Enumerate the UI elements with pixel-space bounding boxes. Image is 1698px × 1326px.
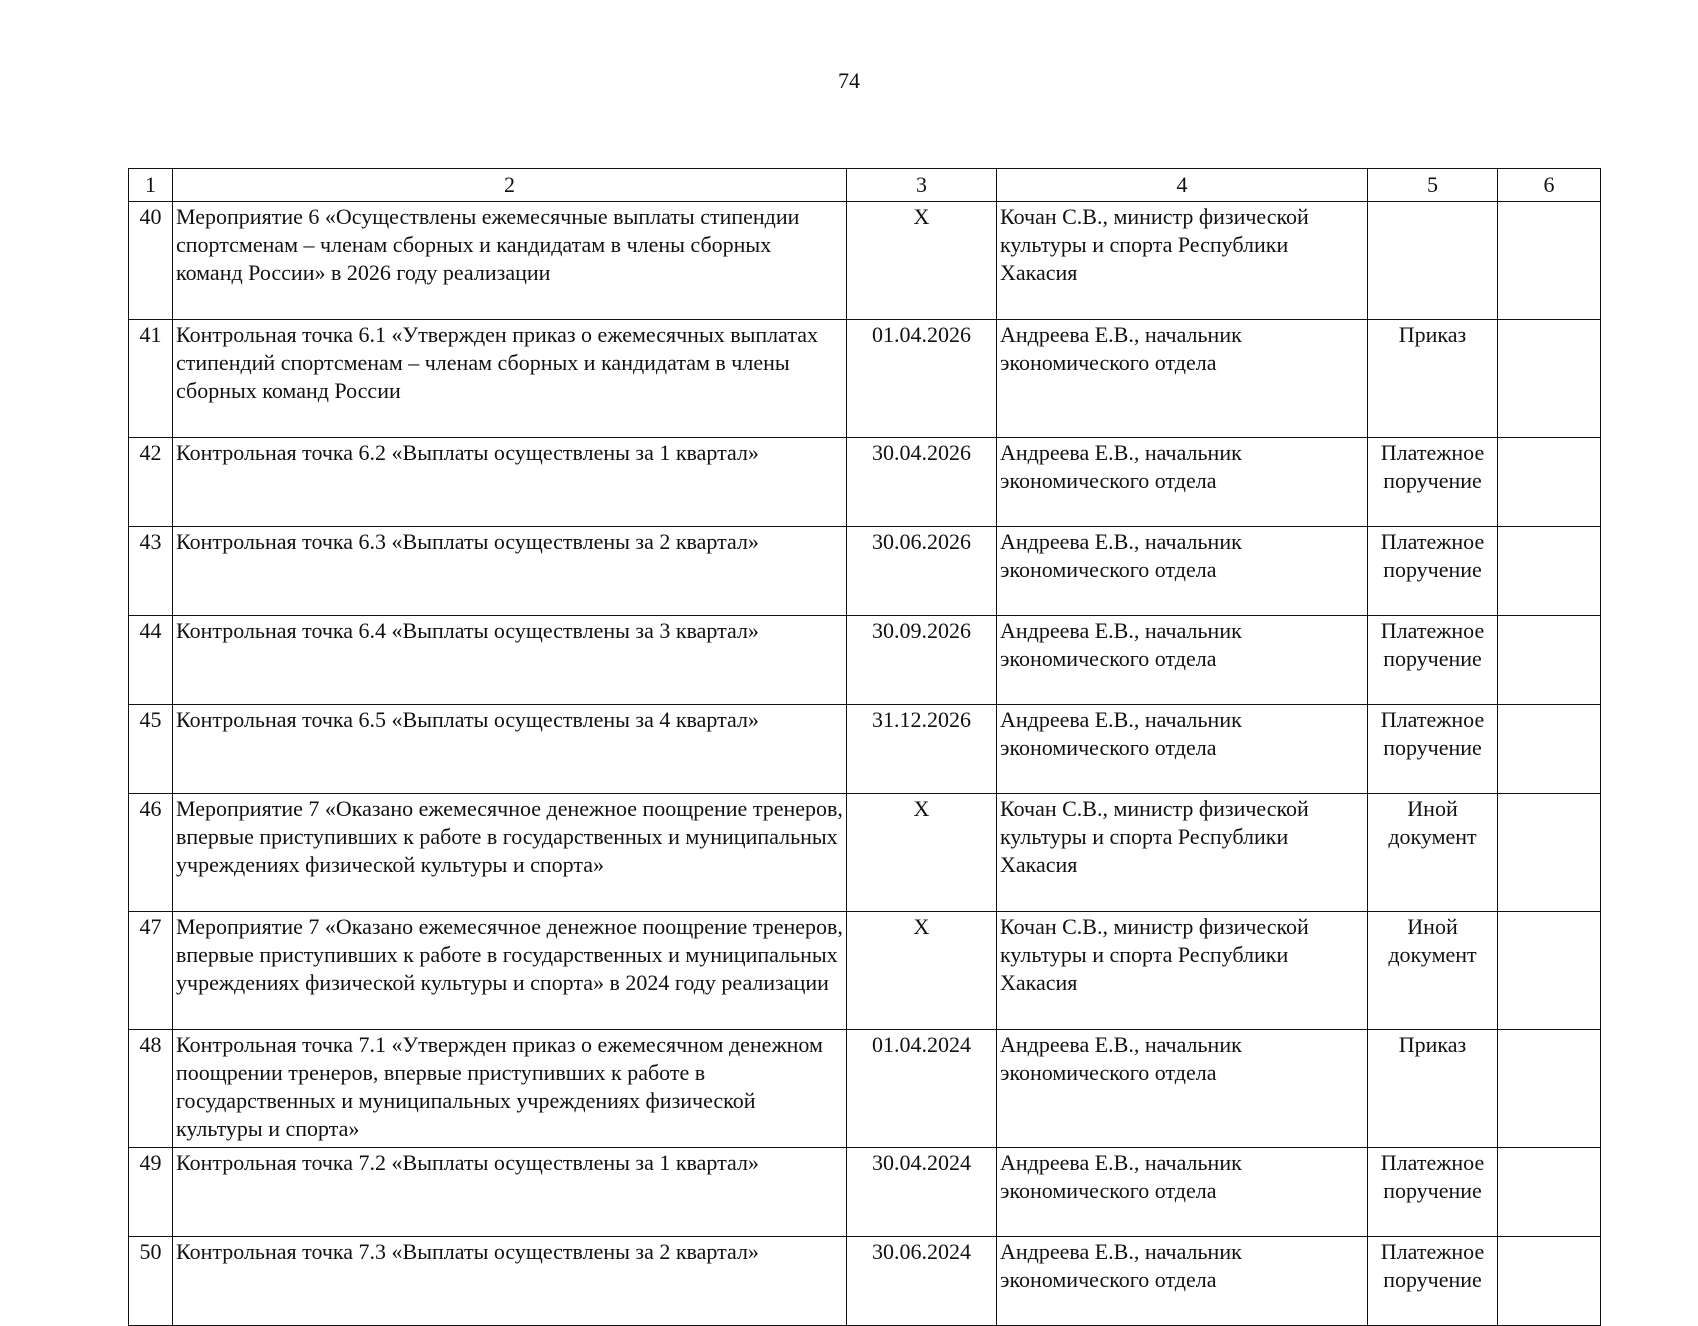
row-responsible: Кочан С.В., министр физической культуры и спорта Республики Хакасия	[997, 202, 1368, 320]
table-row	[129, 1030, 1601, 1148]
row-name: Контрольная точка 6.3 «Выплаты осуществлены за 2 квартал»	[173, 527, 847, 616]
row-col6	[1498, 1237, 1601, 1326]
row-responsible: Андреева Е.В., начальник экономического отдела	[997, 527, 1368, 616]
row-col6	[1498, 794, 1601, 912]
row-number: 42	[129, 438, 173, 527]
table-row	[129, 705, 1601, 794]
row-number: 43	[129, 527, 173, 616]
row-date: X	[847, 794, 997, 912]
row-number: 45	[129, 705, 173, 794]
row-col6	[1498, 912, 1601, 1030]
row-responsible: Кочан С.В., министр физической культуры и спорта Республики Хакасия	[997, 794, 1368, 912]
row-responsible: Андреева Е.В., начальник экономического отдела	[997, 1148, 1368, 1237]
row-name: Контрольная точка 6.4 «Выплаты осуществлены за 3 квартал»	[173, 616, 847, 705]
row-number: 41	[129, 320, 173, 438]
row-document: Платежное поручение	[1368, 438, 1498, 527]
table-row	[129, 912, 1601, 1030]
row-date: X	[847, 912, 997, 1030]
table-row	[129, 1148, 1601, 1237]
row-date: 01.04.2026	[847, 320, 997, 438]
column-header: 1	[129, 169, 173, 202]
row-date: 31.12.2026	[847, 705, 997, 794]
row-col6	[1498, 438, 1601, 527]
row-col6	[1498, 202, 1601, 320]
column-header: 3	[847, 169, 997, 202]
row-col6	[1498, 1148, 1601, 1237]
row-name: Контрольная точка 7.2 «Выплаты осуществлены за 1 квартал»	[173, 1148, 847, 1237]
row-document: Приказ	[1368, 1030, 1498, 1148]
page-number: 74	[838, 68, 860, 93]
row-number: 46	[129, 794, 173, 912]
row-document: Приказ	[1368, 320, 1498, 438]
row-document: Платежное поручение	[1368, 1148, 1498, 1237]
row-number: 47	[129, 912, 173, 1030]
row-name: Контрольная точка 6.2 «Выплаты осуществлены за 1 квартал»	[173, 438, 847, 527]
row-date: 30.09.2026	[847, 616, 997, 705]
row-col6	[1498, 616, 1601, 705]
row-col6	[1498, 320, 1601, 438]
row-date: 01.04.2024	[847, 1030, 997, 1148]
row-document: Платежное поручение	[1368, 1237, 1498, 1326]
row-document: Платежное поручение	[1368, 705, 1498, 794]
row-number: 50	[129, 1237, 173, 1326]
row-document	[1368, 202, 1498, 320]
row-responsible: Кочан С.В., министр физической культуры и спорта Республики Хакасия	[997, 912, 1368, 1030]
table-row	[129, 794, 1601, 912]
row-date: 30.04.2026	[847, 438, 997, 527]
row-number: 48	[129, 1030, 173, 1148]
row-date: 30.04.2024	[847, 1148, 997, 1237]
row-document: Платежное поручение	[1368, 616, 1498, 705]
table-row	[129, 438, 1601, 527]
row-date: 30.06.2024	[847, 1237, 997, 1326]
row-date: 30.06.2026	[847, 527, 997, 616]
row-document: Платежное поручение	[1368, 527, 1498, 616]
row-number: 44	[129, 616, 173, 705]
row-name: Мероприятие 6 «Осуществлены ежемесячные выплаты стипендии спортсменам – членам сборных и кандидатам в члены сборных команд России» в 2026 году реализации	[173, 202, 847, 320]
row-name: Контрольная точка 7.3 «Выплаты осуществлены за 2 квартал»	[173, 1237, 847, 1326]
column-header: 4	[997, 169, 1368, 202]
schedule-table	[128, 168, 1601, 1326]
row-document: Иной документ	[1368, 912, 1498, 1030]
row-col6	[1498, 705, 1601, 794]
table-row	[129, 527, 1601, 616]
table-row	[129, 320, 1601, 438]
row-number: 40	[129, 202, 173, 320]
table-header-row	[129, 169, 1601, 202]
row-responsible: Андреева Е.В., начальник экономического отдела	[997, 1237, 1368, 1326]
row-responsible: Андреева Е.В., начальник экономического отдела	[997, 616, 1368, 705]
column-header: 6	[1498, 169, 1601, 202]
row-name: Контрольная точка 6.5 «Выплаты осуществлены за 4 квартал»	[173, 705, 847, 794]
table-row	[129, 616, 1601, 705]
row-name: Мероприятие 7 «Оказано ежемесячное денежное поощрение тренеров, впервые приступивших к работе в государственных и муниципальных учреждениях физической культуры и спорта»	[173, 794, 847, 912]
row-document: Иной документ	[1368, 794, 1498, 912]
row-responsible: Андреева Е.В., начальник экономического отдела	[997, 705, 1368, 794]
column-header: 2	[173, 169, 847, 202]
row-col6	[1498, 1030, 1601, 1148]
table-row	[129, 1237, 1601, 1326]
row-responsible: Андреева Е.В., начальник экономического отдела	[997, 438, 1368, 527]
row-responsible: Андреева Е.В., начальник экономического отдела	[997, 320, 1368, 438]
row-date: X	[847, 202, 997, 320]
row-col6	[1498, 527, 1601, 616]
row-number: 49	[129, 1148, 173, 1237]
row-name: Мероприятие 7 «Оказано ежемесячное денежное поощрение тренеров, впервые приступивших к работе в государственных и муниципальных учреждениях физической культуры и спорта» в 2024 году реализации	[173, 912, 847, 1030]
table-row	[129, 202, 1601, 320]
row-name: Контрольная точка 7.1 «Утвержден приказ о ежемесячном денежном поощрении тренеров, впервые приступивших к работе в государственных и муниципальных учреждениях физической культуры и спорта»	[173, 1030, 847, 1148]
row-responsible: Андреева Е.В., начальник экономического отдела	[997, 1030, 1368, 1148]
row-name: Контрольная точка 6.1 «Утвержден приказ о ежемесячных выплатах стипендий спортсменам – членам сборных и кандидатам в члены сборных команд России	[173, 320, 847, 438]
column-header: 5	[1368, 169, 1498, 202]
